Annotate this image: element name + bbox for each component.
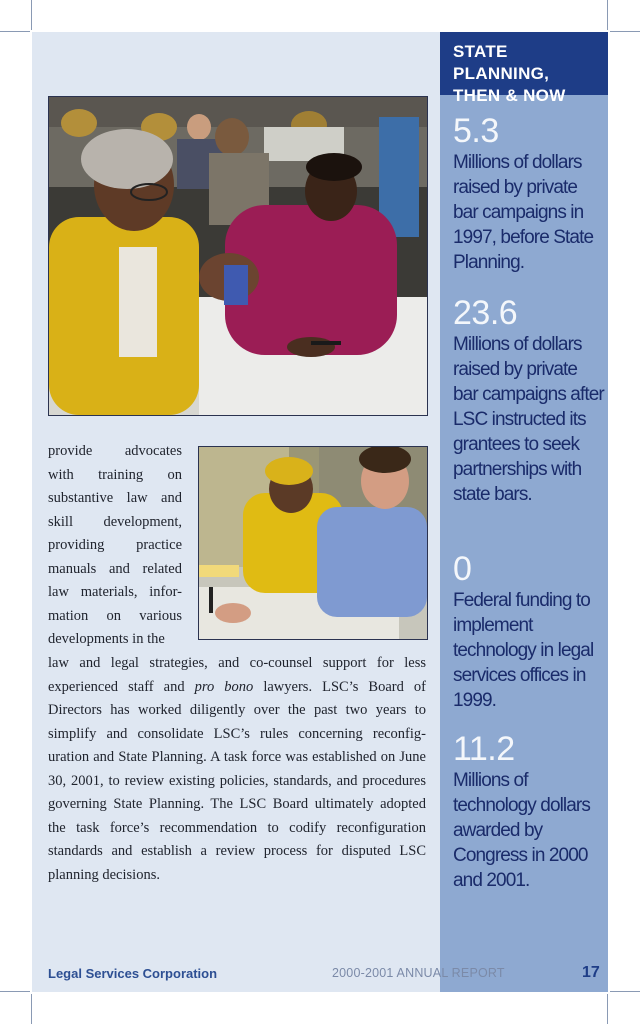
article-text-part1: law and legal strategies, and co-counsel support for less experienced staff and [48, 655, 426, 695]
stat-description: Millions of technology dollars awarded by Congress in 2000 and 2001. [453, 770, 590, 891]
stat-description: Millions of dollars raised by private bar campaigns in 1997, before State Planning. [453, 152, 594, 273]
sidebar-title-line1: STATE PLANNING, [453, 42, 550, 83]
footer-organization: Legal Services Corporation [48, 966, 218, 981]
report-page [32, 32, 608, 992]
statistics-sidebar [440, 32, 608, 992]
stat-block [453, 550, 605, 713]
sidebar-title-line2: THEN & NOW [453, 86, 566, 105]
article-text-wide-column [48, 652, 426, 887]
stat-value: 0 [453, 550, 472, 588]
stat-value: 11.2 [453, 730, 515, 768]
stat-description: Millions of dollars raised by private bar campaigns after LSC instructed its grantees to seek partnerships with state bars. [453, 334, 604, 505]
article-text-part2: lawyers. LSC’s Board of Directors has worked diligently over the past two years to simplify and consolidate LSC’s rules concerning reconfig-uration and State Planning. A task force was established on June 30, 2001, to review existing policies, standards, and procedures governing State Planning. The LSC Board ultimately adopted the task force’s recommendation to codify reconfiguration standards and establish a review process for disputed LSC planning decisions. [48, 678, 426, 883]
photo-workshop-discussion [48, 96, 428, 416]
footer-report-title: 2000-2001 ANNUAL REPORT [332, 966, 505, 980]
sidebar-title [440, 32, 608, 105]
stat-block [453, 294, 605, 507]
stat-block [453, 112, 605, 275]
photo-counsel-session [198, 446, 428, 640]
stat-description: Federal funding to implement technology in legal services offices in 1999. [453, 590, 594, 711]
article-text-italic: pro bono [194, 678, 254, 695]
article-text-narrow-column: provide advocates with training on substantive law and skill development, providing practice manuals and related law materials, infor-mation on various developments in the [48, 443, 182, 647]
stat-block [453, 730, 605, 893]
page-number: 17 [582, 964, 600, 981]
stat-value: 23.6 [453, 294, 518, 332]
stat-value: 5.3 [453, 112, 499, 150]
